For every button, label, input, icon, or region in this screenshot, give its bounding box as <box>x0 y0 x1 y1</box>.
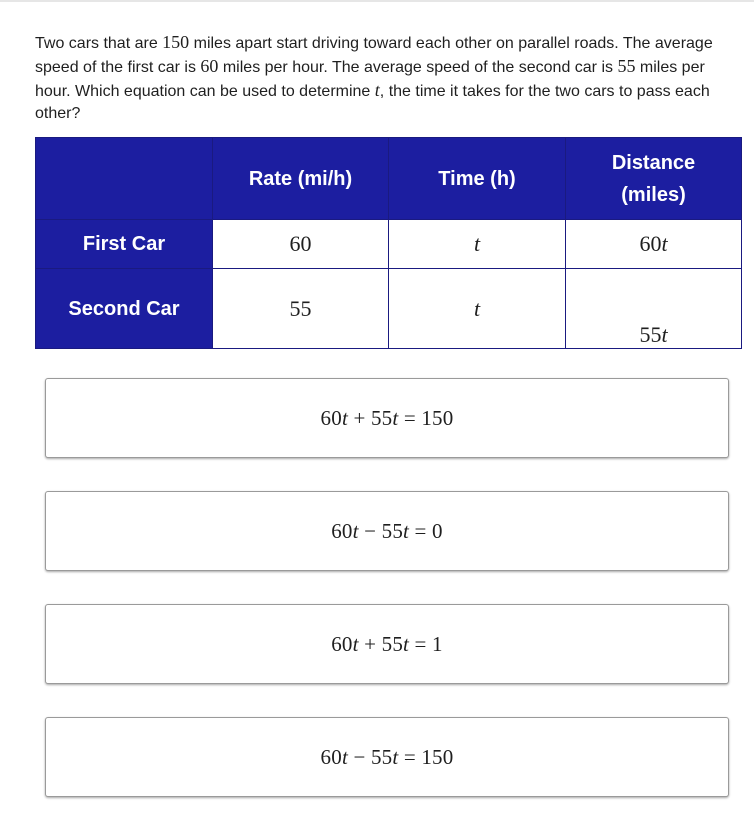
choice-equation: 60t − 55t = 0 <box>331 518 443 543</box>
cell-rate-first-car: 60 <box>213 220 389 269</box>
choice-equation: 60t + 55t = 1 <box>331 631 443 656</box>
question-part: miles per hour. The average speed of the second car is <box>218 59 618 76</box>
question-part: Two cars that are <box>35 35 163 52</box>
choice-equation: 60t − 55t = 150 <box>320 744 454 769</box>
question-variable: t <box>374 80 380 100</box>
row-label-second-car: Second Car <box>36 269 213 349</box>
header-distance-line1: Distance <box>611 151 696 174</box>
cell-rate-second-car: 55 <box>213 269 389 349</box>
cell-distance-first-car <box>566 220 742 269</box>
choice-equation: 60t + 55t = 150 <box>320 405 454 430</box>
cell-time-first-car: t <box>389 220 566 269</box>
distance-variable: t <box>661 322 668 347</box>
top-divider <box>0 0 754 2</box>
answer-choice-1[interactable] <box>45 378 729 458</box>
answer-choice-3[interactable] <box>45 604 729 684</box>
header-distance <box>566 138 742 220</box>
answer-choice-2[interactable] <box>45 491 729 571</box>
question-part: , the time it takes for the two cars to pass each other? <box>35 83 710 122</box>
question-distance-value: 150 <box>162 32 190 52</box>
question-part: miles apart start driving toward each other on parallel roads. The average speed of the first car is <box>35 35 713 76</box>
header-rate: Rate (mi/h) <box>213 138 389 220</box>
question-text <box>35 31 740 125</box>
rate-time-distance-table <box>35 137 742 349</box>
header-time: Time (h) <box>389 138 566 220</box>
question-speed2-value: 55 <box>617 56 636 76</box>
answer-choice-4[interactable] <box>45 717 729 797</box>
table-row-first-car <box>36 220 742 269</box>
distance-coefficient: 55 <box>639 322 662 347</box>
distance-coefficient: 60 <box>639 231 662 256</box>
header-empty <box>36 138 213 220</box>
row-label-first-car: First Car <box>36 220 213 269</box>
cell-distance-second-car <box>566 269 742 349</box>
header-distance-line2: (miles) <box>621 183 686 206</box>
table-header-row <box>36 138 742 220</box>
cell-time-second-car: t <box>389 269 566 349</box>
table-row-second-car <box>36 269 742 349</box>
question-speed1-value: 60 <box>200 56 219 76</box>
distance-variable: t <box>661 231 668 256</box>
question-part: miles per hour. Which equation can be used to determine <box>35 59 705 100</box>
